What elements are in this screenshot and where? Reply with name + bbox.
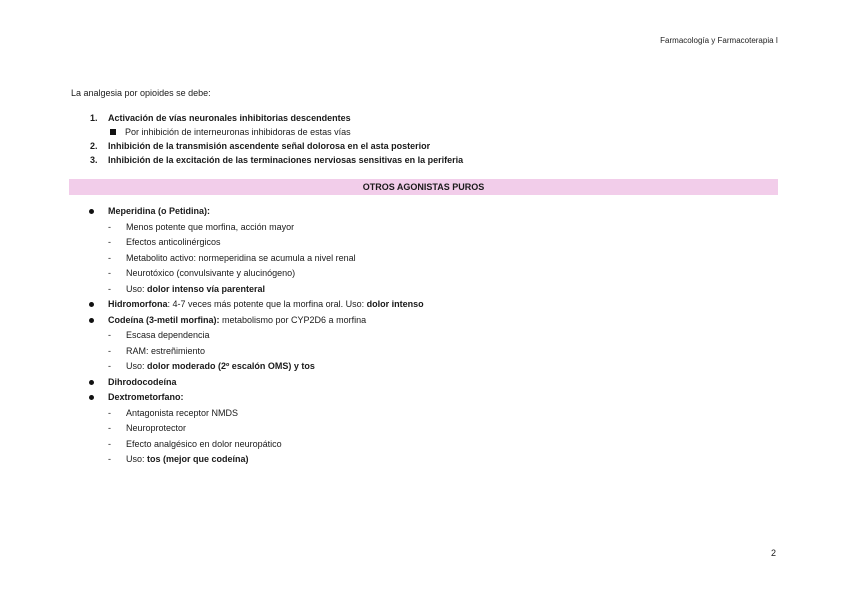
- drug-description: : 4-7 veces más potente que la morfina oral. Uso:: [167, 299, 367, 309]
- list-number: 1.: [90, 113, 98, 123]
- bullet-icon: [89, 380, 94, 385]
- list-item-text: Antagonista receptor NMDS: [126, 407, 239, 418]
- list-item-text: Neuroprotector: [126, 423, 187, 433]
- bullet-icon: [89, 395, 94, 400]
- drug-description: metabolismo por CYP2D6 a morfina: [219, 314, 367, 325]
- dash-marker: -: [108, 454, 111, 464]
- list-item-text: Metabolito activo: normeperidina se acumula a nivel renal: [126, 252, 356, 263]
- list-item-text: Escasa dependencia: [126, 330, 210, 340]
- bullet-icon: [89, 302, 94, 307]
- list-item-text: Neurotóxico (convulsivante y alucinógeno): [126, 268, 296, 278]
- drug-name: Dihrodocodeína: [108, 376, 177, 387]
- dash-marker: -: [108, 438, 111, 449]
- list-number: 2.: [90, 141, 98, 151]
- dash-marker: -: [108, 361, 111, 371]
- square-bullet-icon: [110, 129, 116, 135]
- bullet-icon: [89, 209, 94, 214]
- sub-list-item-text: Por inhibición de interneuronas inhibidoras de estas vías: [125, 127, 351, 137]
- dash-marker: -: [108, 283, 111, 294]
- dash-marker: -: [108, 252, 111, 263]
- uso-value: dolor moderado (2º escalón OMS) y tos: [147, 361, 315, 371]
- list-item-text: Menos potente que morfina, acción mayor: [126, 221, 295, 232]
- uso-label: Uso:: [126, 283, 148, 294]
- dash-marker: -: [108, 423, 111, 433]
- list-item-text: Efectos anticolinérgicos: [126, 237, 221, 247]
- drug-name: Codeína (3-metil morfina):: [108, 314, 220, 325]
- list-item-text: Inhibición de la excitación de las terminaciones nerviosas sensitivas en la periferia: [108, 155, 464, 165]
- uso-value: dolor intenso vía parenteral: [147, 283, 266, 294]
- page-number: 2: [770, 548, 776, 558]
- list-item-text: RAM: estreñimiento: [126, 345, 206, 356]
- section-banner: OTROS AGONISTAS PUROS: [69, 179, 778, 195]
- dash-marker: -: [108, 237, 111, 247]
- uso-label: Uso:: [126, 361, 148, 371]
- page-header: Farmacología y Farmacoterapia I: [660, 36, 778, 45]
- list-item-text: Activación de vías neuronales inhibitorias descendentes: [108, 113, 351, 123]
- dash-marker: -: [108, 330, 111, 340]
- drug-name: Meperidina (o Petidina):: [108, 206, 211, 216]
- dash-marker: -: [108, 407, 111, 418]
- list-item-text: Inhibición de la transmisión ascendente señal dolorosa en el asta posterior: [108, 141, 431, 151]
- bullet-icon: [89, 318, 94, 323]
- intro-text: La analgesia por opioides se debe:: [71, 88, 211, 98]
- dash-marker: -: [108, 345, 111, 356]
- dash-marker: -: [108, 268, 111, 278]
- dash-marker: -: [108, 221, 111, 232]
- uso-label: Uso:: [126, 454, 148, 464]
- drug-name: Hidromorfona: [108, 299, 168, 309]
- list-item-text: Efecto analgésico en dolor neuropático: [126, 438, 282, 449]
- uso-value: tos (mejor que codeína): [147, 454, 249, 464]
- drug-name: Dextrometorfano:: [108, 392, 184, 402]
- list-number: 3.: [90, 155, 98, 165]
- uso-value: dolor intenso: [366, 299, 424, 309]
